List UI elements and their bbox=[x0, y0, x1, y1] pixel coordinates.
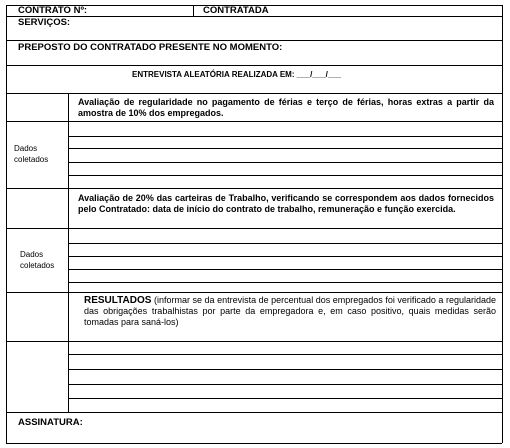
row-line bbox=[6, 341, 502, 342]
assinatura-label: ASSINATURA: bbox=[18, 417, 83, 428]
section1-title: Avaliação de regularidade no pagamento de férias e terço de férias, horas extras a partir da amostra de 10% dos empregados. bbox=[78, 97, 494, 118]
data-line bbox=[68, 175, 502, 176]
contratada-label: CONTRATADA bbox=[203, 5, 269, 16]
section3-title bbox=[84, 295, 496, 328]
contrato-label: CONTRATO Nº: bbox=[18, 5, 88, 16]
data-line bbox=[68, 256, 502, 257]
section3-title-rest: (informar se da entrevista de percentual dos empregados foi verificado a regularidade das obrigações trabalhistas por parte da empregadora e, em caso positivo, quais medidas serão tomadas para saná-los) bbox=[84, 295, 496, 327]
row-line bbox=[6, 292, 502, 293]
data-line bbox=[68, 282, 502, 283]
section2-divider bbox=[68, 188, 69, 292]
data-line bbox=[68, 162, 502, 163]
row-line bbox=[6, 412, 502, 413]
section3-divider bbox=[68, 292, 69, 412]
data-line bbox=[68, 384, 502, 385]
section1-side-label-line1: Dados bbox=[14, 144, 38, 153]
section3-title-bold: RESULTADOS bbox=[84, 295, 152, 306]
row-line bbox=[6, 65, 502, 66]
border-right bbox=[502, 5, 503, 443]
preposto-label: PREPOSTO DO CONTRATADO PRESENTE NO MOMENTO: bbox=[18, 42, 283, 53]
data-line bbox=[68, 354, 502, 355]
section1-side-label-line2: coletados bbox=[14, 155, 49, 164]
section2-title: Avaliação de 20% das carteiras de Trabalho, verificando se correspondem aos dados fornecidos pelo Contratado: data de início do contrato de trabalho, remuneração e função exercida. bbox=[78, 193, 494, 214]
entrevista-label: ENTREVISTA ALEATÓRIA REALIZADA EM: ___/___/___ bbox=[132, 70, 342, 79]
header-divider bbox=[193, 5, 194, 16]
section2-side-label-line1: Dados bbox=[20, 250, 44, 259]
row-line bbox=[6, 93, 502, 94]
data-line bbox=[68, 398, 502, 399]
data-line bbox=[68, 269, 502, 270]
servicos-label: SERVIÇOS: bbox=[18, 17, 71, 28]
data-line bbox=[68, 243, 502, 244]
row-line bbox=[6, 228, 502, 229]
row-line bbox=[6, 40, 502, 41]
row-line bbox=[6, 16, 502, 17]
data-line bbox=[68, 148, 502, 149]
row-line bbox=[6, 188, 502, 189]
section2-side-label-line2: coletados bbox=[20, 261, 55, 270]
section1-divider bbox=[68, 93, 69, 188]
border-left bbox=[6, 5, 7, 443]
data-line bbox=[68, 136, 502, 137]
border-bottom bbox=[6, 443, 502, 444]
data-line bbox=[68, 369, 502, 370]
row-line bbox=[6, 121, 502, 122]
